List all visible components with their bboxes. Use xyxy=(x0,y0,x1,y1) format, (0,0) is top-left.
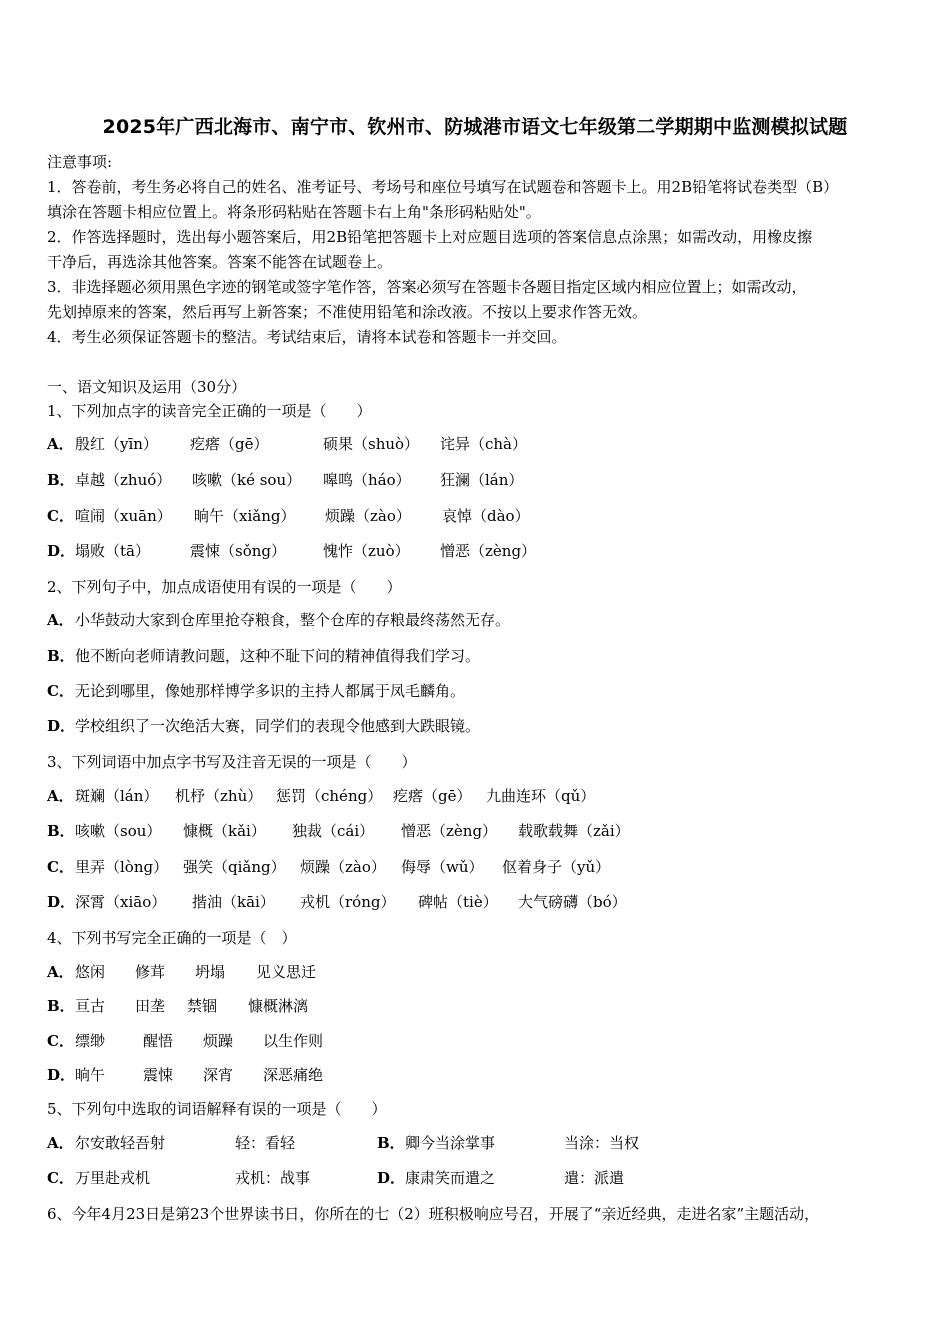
option-item: 烦躁 xyxy=(203,1032,234,1050)
option-item: 诧异（chà） xyxy=(440,435,528,453)
option-label: C． xyxy=(47,1169,74,1187)
option-item: 憎恶（zèng） xyxy=(401,822,498,840)
option-item: 亘古 xyxy=(75,997,106,1015)
option-label: A． xyxy=(47,435,74,453)
option-label: A． xyxy=(47,1134,74,1152)
option-item: 揩油（kāi） xyxy=(192,893,275,911)
option-label: A． xyxy=(47,611,74,629)
option-item: 震悚（sǒng） xyxy=(190,542,286,560)
option-item: 硕果（shuò） xyxy=(323,435,420,453)
option-item: 醒悟 xyxy=(143,1032,174,1050)
notice-line: 2．作答选择题时，选出每小题答案后，用2B铅笔把答题卡上对应题目选项的答案信息点涂黑；如需改动，用橡皮擦 xyxy=(47,228,813,246)
option-item: 憎恶（zèng） xyxy=(440,542,537,560)
option-item: 晌午（xiǎng） xyxy=(194,507,296,525)
option-item: 愧怍（zuò） xyxy=(323,542,410,560)
option-item: 慷概（kǎi） xyxy=(183,822,266,840)
option-item: 九曲连环（qǔ） xyxy=(486,787,596,805)
question-stem: 2、下列句子中，加点成语使用有误的一项是（ ） xyxy=(47,578,402,596)
notice-line: 1．答卷前，考生务必将自己的姓名、准考证号、考场号和座位号填写在试题卷和答题卡上。用2B铅笔将试卷类型（B） xyxy=(47,178,839,196)
option-label: D． xyxy=(47,893,76,911)
notice-heading: 注意事项: xyxy=(47,153,113,171)
option-item: 机杼（zhù） xyxy=(175,787,263,805)
option-item: 禁锢 xyxy=(187,997,218,1015)
option-gloss: 遣：派遣 xyxy=(564,1169,625,1187)
option-sentence: 卿今当涂掌事 xyxy=(405,1134,496,1152)
option-gloss: 当涂：当权 xyxy=(564,1134,640,1152)
option-label: B． xyxy=(47,471,75,489)
option-label: D． xyxy=(377,1169,406,1187)
option-item: 深霄（xiāo） xyxy=(75,893,167,911)
notice-line: 干净后，再选涂其他答案。答案不能答在试题卷上。 xyxy=(47,253,393,271)
option-item: 里弄（lònɡ） xyxy=(75,858,169,876)
option-item: 烦躁（zào） xyxy=(300,858,386,876)
option-text: 无论到哪里，像她那样博学多识的主持人都属于凤毛麟角。 xyxy=(75,682,466,700)
option-item: 咳嗽（sou） xyxy=(75,822,162,840)
question-stem: 5、下列句中选取的词语解释有误的一项是（ ） xyxy=(47,1100,387,1118)
option-item: 以生作则 xyxy=(263,1032,324,1050)
option-label: C． xyxy=(47,858,74,876)
option-text: 学校组织了一次绝活大赛，同学们的表现令他感到大跌眼镜。 xyxy=(75,717,481,735)
option-item: 载歌载舞（zǎi） xyxy=(518,822,630,840)
option-item: 狂澜（lán） xyxy=(440,471,524,489)
option-item: 震悚 xyxy=(143,1066,174,1084)
option-label: C． xyxy=(47,507,74,525)
option-item: 慷概淋漓 xyxy=(248,997,309,1015)
option-label: C． xyxy=(47,682,74,700)
question-stem: 1、下列加点字的读音完全正确的一项是（ ） xyxy=(47,402,372,420)
question-stem: 3、下列词语中加点字书写及注音无误的一项是（ ） xyxy=(47,753,417,771)
option-label: A． xyxy=(47,787,74,805)
option-gloss: 戎机：战事 xyxy=(235,1169,311,1187)
option-text: 小华鼓动大家到仓库里抢夺粮食，整个仓库的存粮最终荡然无存。 xyxy=(75,611,511,629)
notice-line: 填涂在答题卡相应位置上。将条形码粘贴在答题卡右上角"条形码粘贴处"。 xyxy=(47,203,541,221)
option-item: 伛着身子（yǔ） xyxy=(502,858,611,876)
option-item: 大气磅礴（bó） xyxy=(518,893,627,911)
option-item: 疙瘩（gē） xyxy=(190,435,269,453)
option-item: 悠闲 xyxy=(75,963,106,981)
option-item: 缥缈 xyxy=(75,1032,106,1050)
option-item: 碑帖（tiè） xyxy=(418,893,498,911)
option-sentence: 康肃笑而遣之 xyxy=(405,1169,496,1187)
exam-title: 2025年广西北海市、南宁市、钦州市、防城港市语文七年级第二学期期中监测模拟试题 xyxy=(102,116,848,138)
option-item: 哀悼（dào） xyxy=(442,507,530,525)
notice-line: 3．非选择题必须用黑色字迹的钢笔或签字笔作答，答案必须写在答题卡各题目指定区域内相应位置上；如需改动， xyxy=(47,278,807,296)
option-item: 深恶痛绝 xyxy=(263,1066,324,1084)
option-item: 嗥鸣（háo） xyxy=(323,471,411,489)
notice-line: 4．考生必须保证答题卡的整洁。考试结束后，请将本试卷和答题卡一并交回。 xyxy=(47,328,567,346)
option-item: 修茸 xyxy=(135,963,166,981)
option-item: 强笑（qiǎng） xyxy=(183,858,286,876)
option-item: 卓越（zhuó） xyxy=(75,471,172,489)
question-stem: 6、今年4月23日是第23个世界读书日，你所在的七（2）班积极响应号召，开展了“亲近经典，走进名家”主题活动， xyxy=(47,1205,820,1223)
option-text: 他不断向老师请教问题，这种不耻下问的精神值得我们学习。 xyxy=(75,647,481,665)
option-item: 晌午 xyxy=(75,1066,106,1084)
option-item: 疙瘩（gē） xyxy=(393,787,472,805)
option-label: B． xyxy=(47,647,75,665)
option-item: 烦躁（zào） xyxy=(325,507,411,525)
question-stem: 4、下列书写完全正确的一项是（ ） xyxy=(47,929,297,947)
option-item: 田垄 xyxy=(135,997,166,1015)
option-sentence: 万里赴戎机 xyxy=(75,1169,151,1187)
option-item: 殷红（yīn） xyxy=(75,435,158,453)
option-item: 咳嗽（ké sou） xyxy=(192,471,302,489)
option-item: 见义思迁 xyxy=(256,963,317,981)
option-item: 独裁（cái） xyxy=(292,822,375,840)
option-label: C． xyxy=(47,1032,74,1050)
option-gloss: 轻：看轻 xyxy=(235,1134,296,1152)
option-item: 斑斓（lán） xyxy=(75,787,159,805)
option-item: 戎机（róng） xyxy=(300,893,396,911)
option-label: D． xyxy=(47,717,76,735)
option-item: 侮辱（wǔ） xyxy=(401,858,484,876)
option-label: B． xyxy=(47,822,75,840)
notice-line: 先划掉原来的答案，然后再写上新答案；不准使用铅笔和涂改液。不按以上要求作答无效。 xyxy=(47,303,648,321)
option-item: 喧闹（xuān） xyxy=(75,507,172,525)
option-sentence: 尔安敢轻吾射 xyxy=(75,1134,166,1152)
option-label: A． xyxy=(47,963,74,981)
option-item: 惩罚（chéng） xyxy=(276,787,383,805)
option-label: D． xyxy=(47,542,76,560)
option-item: 深宵 xyxy=(203,1066,234,1084)
option-item: 坍塌 xyxy=(195,963,226,981)
option-label: B． xyxy=(47,997,75,1015)
option-label: B． xyxy=(377,1134,405,1152)
section-heading: 一、语文知识及运用（30分） xyxy=(47,378,247,396)
option-label: D． xyxy=(47,1066,76,1084)
option-item: 塌败（tā） xyxy=(75,542,150,560)
